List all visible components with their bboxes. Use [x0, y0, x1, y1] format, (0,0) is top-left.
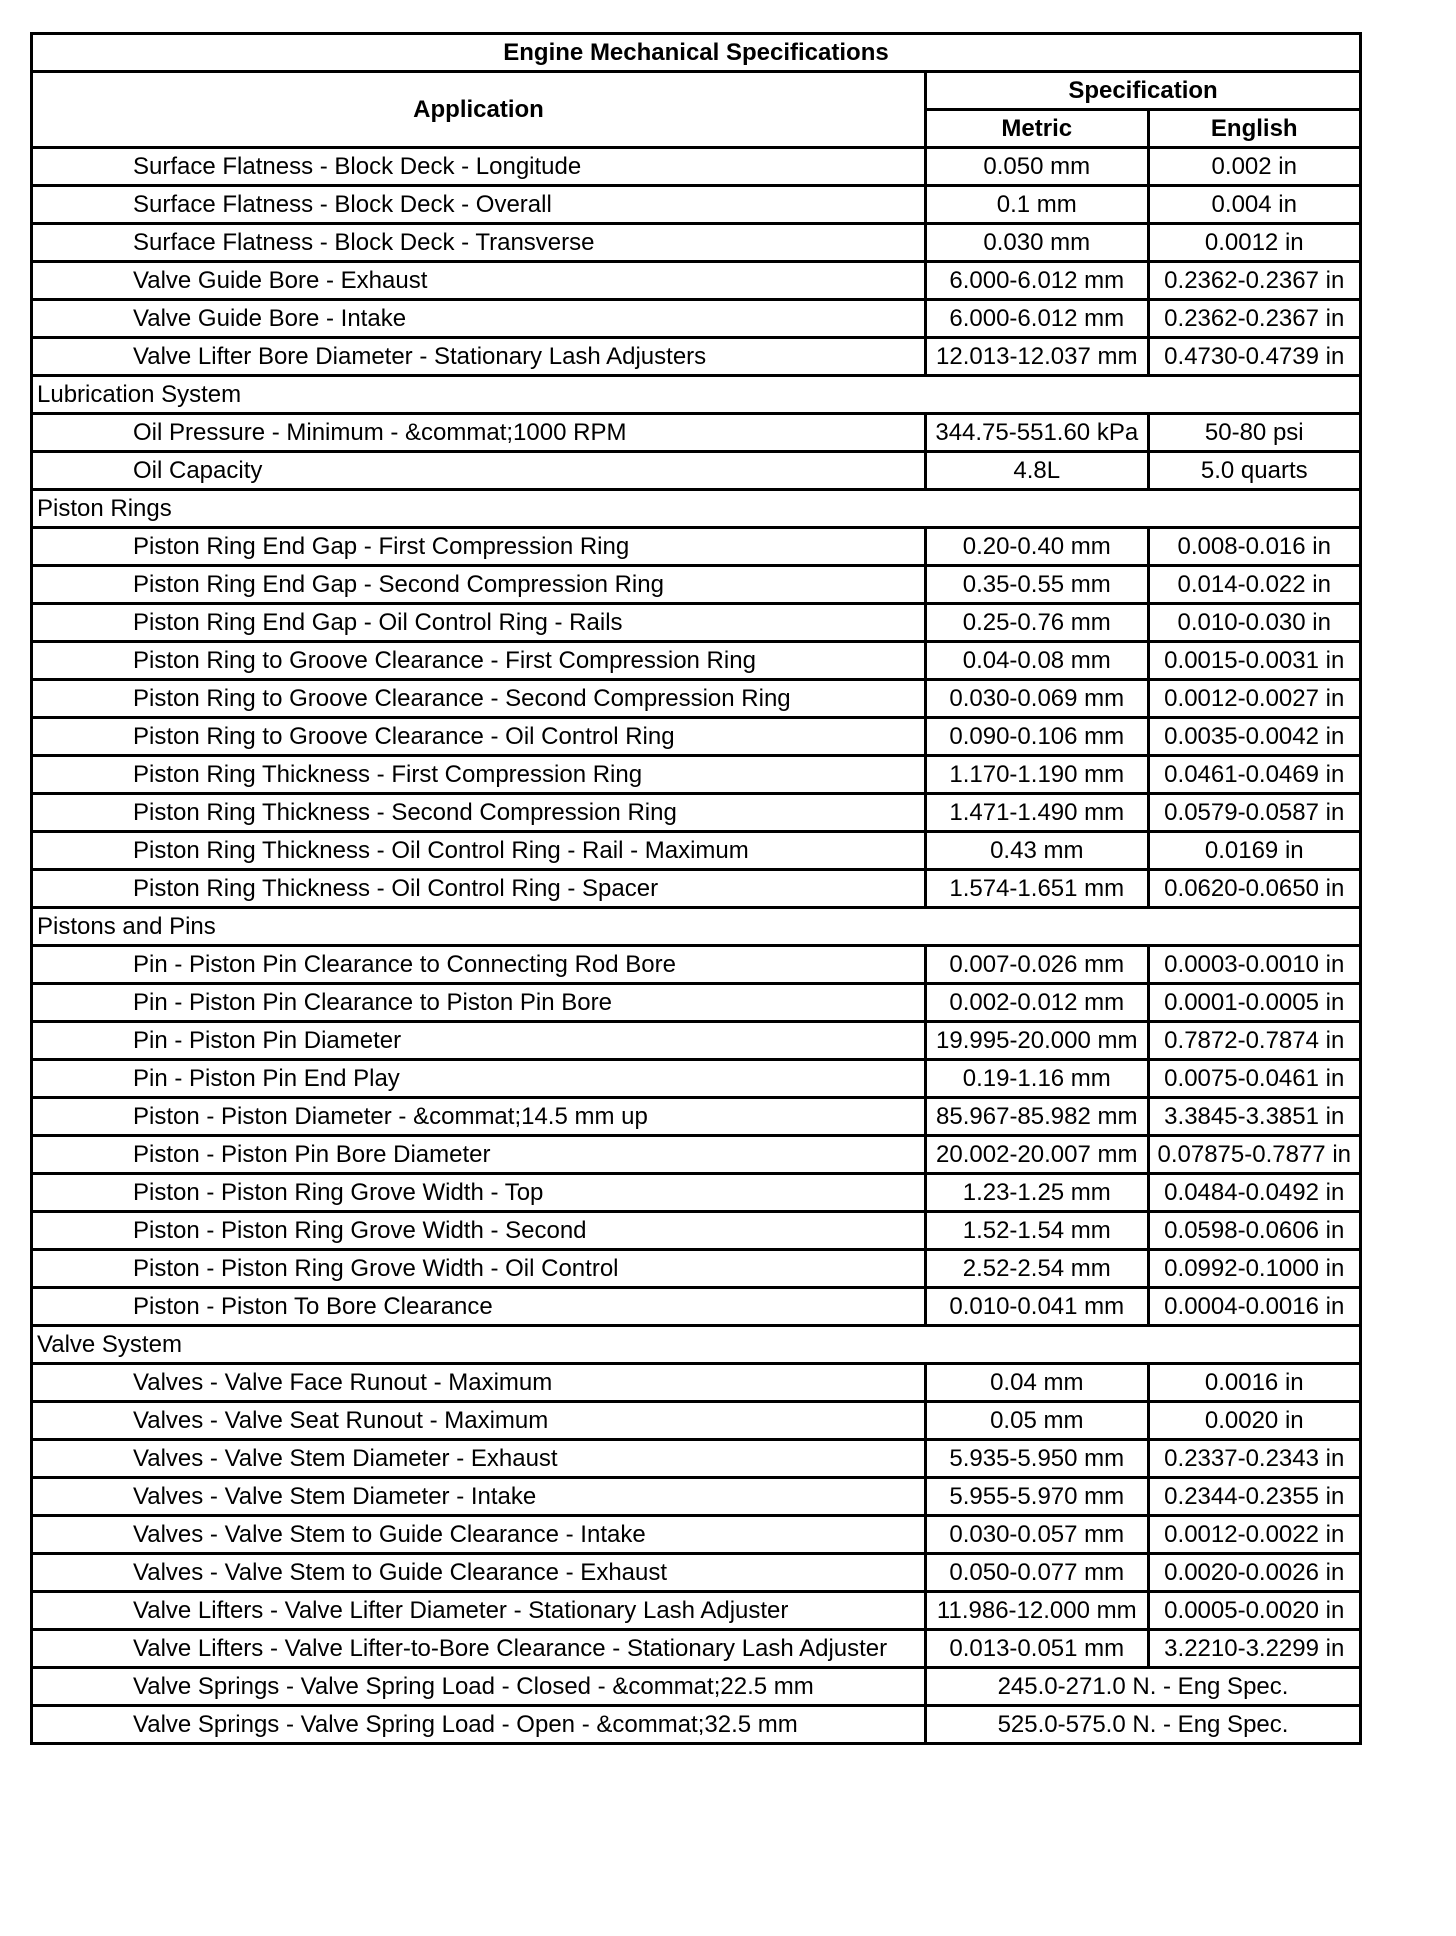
- metric-cell: 1.471-1.490 mm: [926, 794, 1149, 832]
- metric-cell: 0.25-0.76 mm: [926, 604, 1149, 642]
- metric-cell: 6.000-6.012 mm: [926, 300, 1149, 338]
- table-title: Engine Mechanical Specifications: [32, 34, 1361, 72]
- metric-cell: 12.013-12.037 mm: [926, 338, 1149, 376]
- application-cell: Valve Lifters - Valve Lifter Diameter - Stationary Lash Adjuster: [32, 1592, 926, 1630]
- table-row: [32, 756, 1361, 794]
- application-cell: Valves - Valve Stem to Guide Clearance - Exhaust: [32, 1554, 926, 1592]
- metric-cell: 0.1 mm: [926, 186, 1149, 224]
- application-cell: Piston - Piston Ring Grove Width - Top: [32, 1174, 926, 1212]
- english-cell: 0.0003-0.0010 in: [1148, 946, 1360, 984]
- english-cell: 0.010-0.030 in: [1148, 604, 1360, 642]
- metric-cell: 0.19-1.16 mm: [926, 1060, 1149, 1098]
- application-cell: Valves - Valve Face Runout - Maximum: [32, 1364, 926, 1402]
- english-cell: 0.0016 in: [1148, 1364, 1360, 1402]
- application-cell: Pin - Piston Pin Clearance to Connecting Rod Bore: [32, 946, 926, 984]
- table-row: [32, 604, 1361, 642]
- application-cell: Piston - Piston Pin Bore Diameter: [32, 1136, 926, 1174]
- table-row: [32, 718, 1361, 756]
- metric-cell: 85.967-85.982 mm: [926, 1098, 1149, 1136]
- metric-cell: 5.935-5.950 mm: [926, 1440, 1149, 1478]
- english-cell: 0.0461-0.0469 in: [1148, 756, 1360, 794]
- metric-cell: 19.995-20.000 mm: [926, 1022, 1149, 1060]
- application-cell: Piston Ring Thickness - Second Compression Ring: [32, 794, 926, 832]
- table-row: [32, 148, 1361, 186]
- english-cell: 0.0012 in: [1148, 224, 1360, 262]
- application-cell: Valve Lifters - Valve Lifter-to-Bore Clearance - Stationary Lash Adjuster: [32, 1630, 926, 1668]
- table-row: [32, 984, 1361, 1022]
- table-row: [32, 1288, 1361, 1326]
- metric-cell: 0.030-0.069 mm: [926, 680, 1149, 718]
- english-cell: 0.0620-0.0650 in: [1148, 870, 1360, 908]
- english-cell: 5.0 quarts: [1148, 452, 1360, 490]
- application-cell: Piston Ring Thickness - First Compression Ring: [32, 756, 926, 794]
- metric-cell: 0.050 mm: [926, 148, 1149, 186]
- metric-cell: 0.35-0.55 mm: [926, 566, 1149, 604]
- table-row: [32, 1060, 1361, 1098]
- application-cell: Piston - Piston To Bore Clearance: [32, 1288, 926, 1326]
- english-cell: 0.0598-0.0606 in: [1148, 1212, 1360, 1250]
- metric-cell: 0.007-0.026 mm: [926, 946, 1149, 984]
- application-cell: Oil Pressure - Minimum - &commat;1000 RPM: [32, 414, 926, 452]
- english-cell: 3.2210-3.2299 in: [1148, 1630, 1360, 1668]
- english-cell: 0.0001-0.0005 in: [1148, 984, 1360, 1022]
- english-cell: 0.07875-0.7877 in: [1148, 1136, 1360, 1174]
- metric-cell: 1.574-1.651 mm: [926, 870, 1149, 908]
- metric-cell: 1.52-1.54 mm: [926, 1212, 1149, 1250]
- application-cell: Piston - Piston Ring Grove Width - Second: [32, 1212, 926, 1250]
- english-cell: 0.0484-0.0492 in: [1148, 1174, 1360, 1212]
- english-cell: 0.0020 in: [1148, 1402, 1360, 1440]
- metric-cell: 0.04 mm: [926, 1364, 1149, 1402]
- table-row: [32, 1136, 1361, 1174]
- table-row: [32, 1516, 1361, 1554]
- english-cell: 0.2344-0.2355 in: [1148, 1478, 1360, 1516]
- merged-spec-cell: 525.0-575.0 N. - Eng Spec.: [926, 1706, 1361, 1744]
- metric-cell: 4.8L: [926, 452, 1149, 490]
- table-row: [32, 338, 1361, 376]
- table-row: [32, 1022, 1361, 1060]
- application-cell: Piston Ring to Groove Clearance - Second Compression Ring: [32, 680, 926, 718]
- metric-cell: 0.010-0.041 mm: [926, 1288, 1149, 1326]
- english-cell: 0.0579-0.0587 in: [1148, 794, 1360, 832]
- table-row: [32, 1554, 1361, 1592]
- table-row: [32, 1592, 1361, 1630]
- application-cell: Piston Ring End Gap - First Compression Ring: [32, 528, 926, 566]
- table-row: [32, 224, 1361, 262]
- section-row: [32, 376, 1361, 414]
- metric-cell: 0.002-0.012 mm: [926, 984, 1149, 1022]
- english-cell: 0.0012-0.0022 in: [1148, 1516, 1360, 1554]
- english-cell: 0.0020-0.0026 in: [1148, 1554, 1360, 1592]
- english-cell: 0.0169 in: [1148, 832, 1360, 870]
- application-cell: Pin - Piston Pin Diameter: [32, 1022, 926, 1060]
- table-row: [32, 300, 1361, 338]
- application-cell: Valves - Valve Seat Runout - Maximum: [32, 1402, 926, 1440]
- section-label: Valve System: [32, 1326, 1361, 1364]
- english-cell: 0.0004-0.0016 in: [1148, 1288, 1360, 1326]
- header-metric: Metric: [926, 110, 1149, 148]
- application-cell: Piston Ring End Gap - Oil Control Ring - Rails: [32, 604, 926, 642]
- application-cell: Valve Lifter Bore Diameter - Stationary Lash Adjusters: [32, 338, 926, 376]
- english-cell: 0.2362-0.2367 in: [1148, 300, 1360, 338]
- table-row: [32, 1630, 1361, 1668]
- application-cell: Oil Capacity: [32, 452, 926, 490]
- english-cell: 0.0992-0.1000 in: [1148, 1250, 1360, 1288]
- table-row: [32, 870, 1361, 908]
- table-row: [32, 262, 1361, 300]
- section-row: [32, 908, 1361, 946]
- metric-cell: 0.030-0.057 mm: [926, 1516, 1149, 1554]
- table-row: [32, 1440, 1361, 1478]
- english-cell: 0.0035-0.0042 in: [1148, 718, 1360, 756]
- table-row: [32, 414, 1361, 452]
- application-cell: Pin - Piston Pin Clearance to Piston Pin Bore: [32, 984, 926, 1022]
- english-cell: 0.2362-0.2367 in: [1148, 262, 1360, 300]
- application-cell: Valve Springs - Valve Spring Load - Closed - &commat;22.5 mm: [32, 1668, 926, 1706]
- table-row: [32, 794, 1361, 832]
- application-cell: Piston Ring to Groove Clearance - Oil Control Ring: [32, 718, 926, 756]
- table-row: [32, 1212, 1361, 1250]
- table-row: [32, 452, 1361, 490]
- table-row: [32, 1402, 1361, 1440]
- table-row: [32, 1668, 1361, 1706]
- section-row: [32, 490, 1361, 528]
- metric-cell: 0.050-0.077 mm: [926, 1554, 1149, 1592]
- engine-specifications-table: [30, 32, 1362, 1745]
- application-cell: Pin - Piston Pin End Play: [32, 1060, 926, 1098]
- application-cell: Piston Ring to Groove Clearance - First Compression Ring: [32, 642, 926, 680]
- metric-cell: 20.002-20.007 mm: [926, 1136, 1149, 1174]
- header-english: English: [1148, 110, 1360, 148]
- merged-spec-cell: 245.0-271.0 N. - Eng Spec.: [926, 1668, 1361, 1706]
- metric-cell: 0.43 mm: [926, 832, 1149, 870]
- application-cell: Valve Guide Bore - Intake: [32, 300, 926, 338]
- english-cell: 0.0075-0.0461 in: [1148, 1060, 1360, 1098]
- header-specification: Specification: [926, 72, 1361, 110]
- metric-cell: 0.05 mm: [926, 1402, 1149, 1440]
- table-row: [32, 642, 1361, 680]
- metric-cell: 0.20-0.40 mm: [926, 528, 1149, 566]
- metric-cell: 11.986-12.000 mm: [926, 1592, 1149, 1630]
- table-row: [32, 1174, 1361, 1212]
- application-cell: Surface Flatness - Block Deck - Transverse: [32, 224, 926, 262]
- section-label: Lubrication System: [32, 376, 1361, 414]
- english-cell: 0.004 in: [1148, 186, 1360, 224]
- english-cell: 0.008-0.016 in: [1148, 528, 1360, 566]
- metric-cell: 5.955-5.970 mm: [926, 1478, 1149, 1516]
- table-row: [32, 946, 1361, 984]
- application-cell: Piston Ring Thickness - Oil Control Ring - Rail - Maximum: [32, 832, 926, 870]
- english-cell: 0.2337-0.2343 in: [1148, 1440, 1360, 1478]
- application-cell: Valve Guide Bore - Exhaust: [32, 262, 926, 300]
- english-cell: 0.0015-0.0031 in: [1148, 642, 1360, 680]
- metric-cell: 6.000-6.012 mm: [926, 262, 1149, 300]
- header-application: Application: [32, 72, 926, 148]
- application-cell: Surface Flatness - Block Deck - Overall: [32, 186, 926, 224]
- metric-cell: 1.23-1.25 mm: [926, 1174, 1149, 1212]
- table-row: [32, 528, 1361, 566]
- application-cell: Piston Ring Thickness - Oil Control Ring - Spacer: [32, 870, 926, 908]
- metric-cell: 0.090-0.106 mm: [926, 718, 1149, 756]
- application-cell: Valves - Valve Stem to Guide Clearance - Intake: [32, 1516, 926, 1554]
- english-cell: 3.3845-3.3851 in: [1148, 1098, 1360, 1136]
- application-cell: Piston Ring End Gap - Second Compression Ring: [32, 566, 926, 604]
- application-cell: Surface Flatness - Block Deck - Longitude: [32, 148, 926, 186]
- application-cell: Piston - Piston Ring Grove Width - Oil Control: [32, 1250, 926, 1288]
- table-row: [32, 1706, 1361, 1744]
- english-cell: 0.0012-0.0027 in: [1148, 680, 1360, 718]
- application-cell: Valve Springs - Valve Spring Load - Open - &commat;32.5 mm: [32, 1706, 926, 1744]
- section-label: Pistons and Pins: [32, 908, 1361, 946]
- metric-cell: 344.75-551.60 kPa: [926, 414, 1149, 452]
- english-cell: 0.4730-0.4739 in: [1148, 338, 1360, 376]
- table-row: [32, 566, 1361, 604]
- table-row: [32, 1098, 1361, 1136]
- english-cell: 0.0005-0.0020 in: [1148, 1592, 1360, 1630]
- metric-cell: 0.04-0.08 mm: [926, 642, 1149, 680]
- application-cell: Valves - Valve Stem Diameter - Exhaust: [32, 1440, 926, 1478]
- table-row: [32, 680, 1361, 718]
- table-row: [32, 1250, 1361, 1288]
- metric-cell: 0.013-0.051 mm: [926, 1630, 1149, 1668]
- application-cell: Valves - Valve Stem Diameter - Intake: [32, 1478, 926, 1516]
- table-row: [32, 1478, 1361, 1516]
- english-cell: 50-80 psi: [1148, 414, 1360, 452]
- english-cell: 0.014-0.022 in: [1148, 566, 1360, 604]
- table-row: [32, 1364, 1361, 1402]
- section-row: [32, 1326, 1361, 1364]
- application-cell: Piston - Piston Diameter - &commat;14.5 mm up: [32, 1098, 926, 1136]
- table-row: [32, 186, 1361, 224]
- english-cell: 0.7872-0.7874 in: [1148, 1022, 1360, 1060]
- table-row: [32, 832, 1361, 870]
- spec-table-body: [32, 148, 1361, 1744]
- metric-cell: 1.170-1.190 mm: [926, 756, 1149, 794]
- metric-cell: 2.52-2.54 mm: [926, 1250, 1149, 1288]
- english-cell: 0.002 in: [1148, 148, 1360, 186]
- metric-cell: 0.030 mm: [926, 224, 1149, 262]
- section-label: Piston Rings: [32, 490, 1361, 528]
